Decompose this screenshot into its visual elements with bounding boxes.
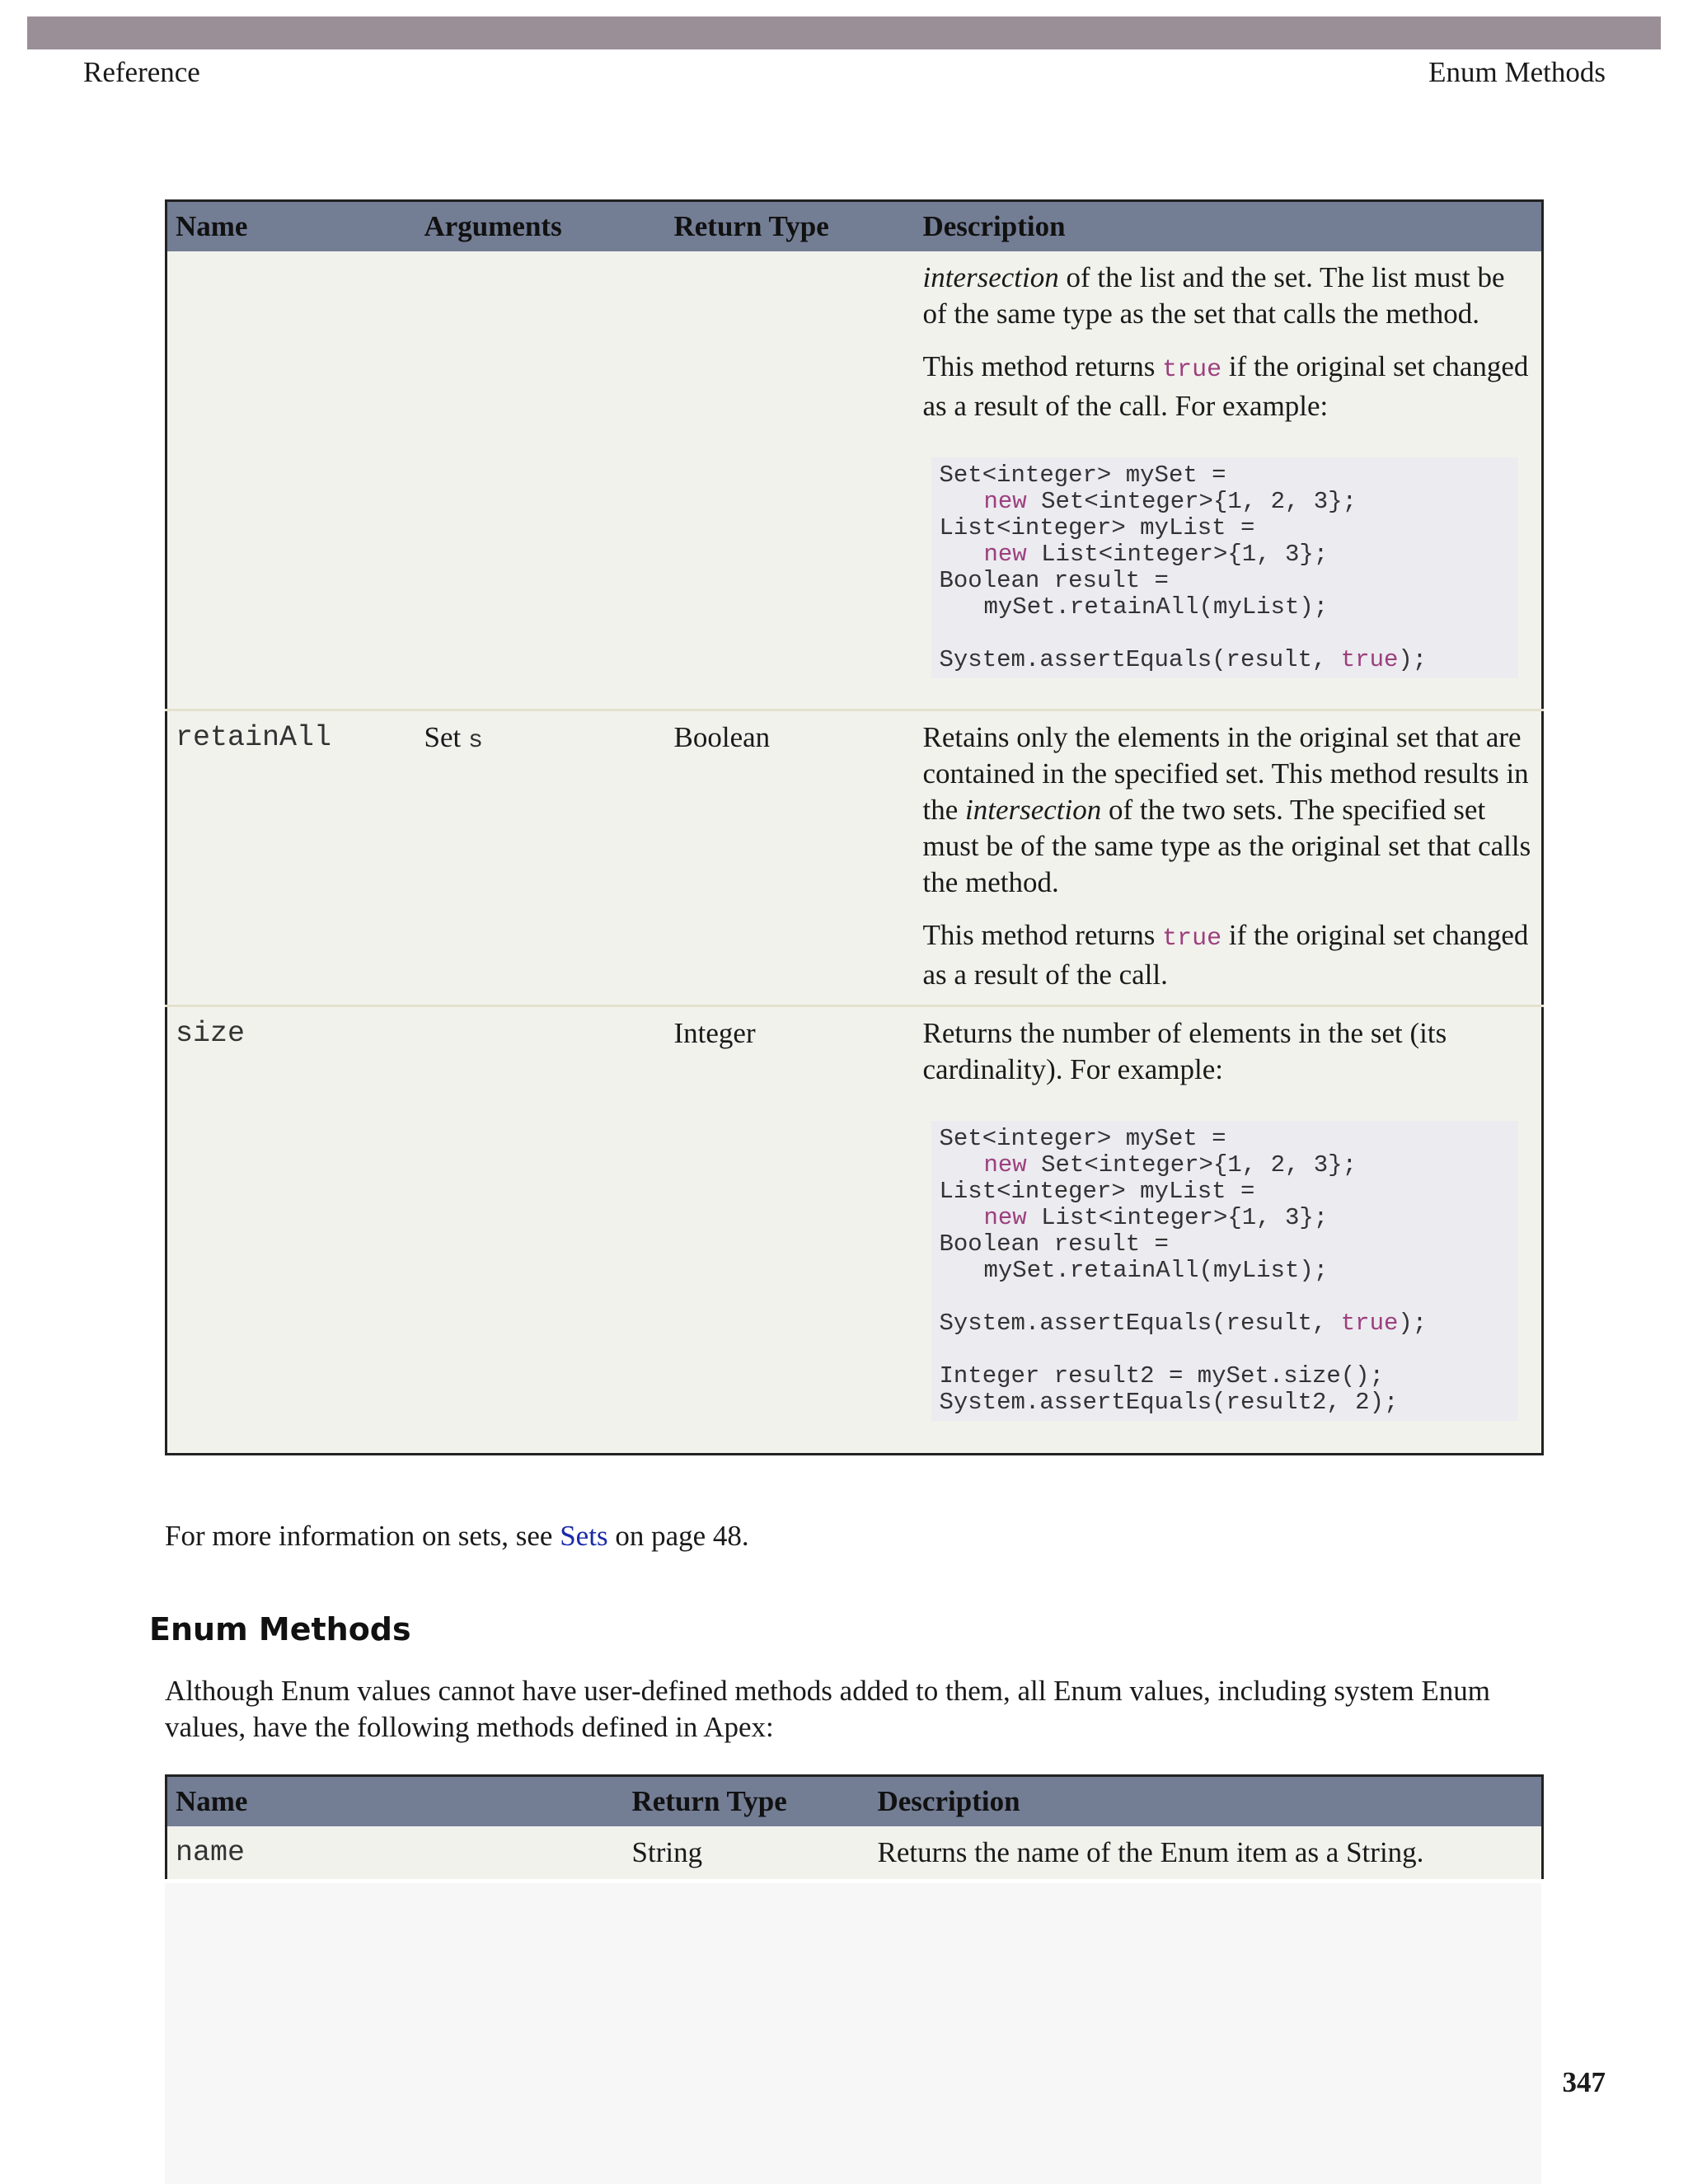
argument-type: Set xyxy=(424,721,468,753)
code-line xyxy=(940,488,1357,515)
code-line xyxy=(940,541,1329,568)
cell-name xyxy=(166,251,416,710)
argument-name: s xyxy=(467,727,483,755)
cell-description xyxy=(915,1006,1543,1455)
code-keyword: new xyxy=(983,488,1027,515)
column-header-description: Description xyxy=(922,210,1066,242)
code-line: Boolean result = xyxy=(939,1230,1169,1258)
table-row xyxy=(166,1826,1543,1879)
description-paragraph xyxy=(923,349,1536,424)
table-row xyxy=(166,1006,1543,1455)
code-text: System.assertEquals(result, xyxy=(939,1310,1341,1337)
set-methods-table xyxy=(165,199,1544,1455)
inline-code: true xyxy=(1162,356,1222,384)
running-header-left: Reference xyxy=(83,56,200,88)
cell-arguments xyxy=(416,710,666,1006)
description-text: of the two sets. The specified set must be of the same type as the original set that calls the method. xyxy=(922,794,1531,898)
code-text: Set<integer>{1, 2, 3}; xyxy=(1026,488,1357,515)
section-title: Enum Methods xyxy=(149,1611,411,1647)
page-shade-region xyxy=(165,1883,1541,2184)
code-line: Boolean result = xyxy=(939,567,1169,594)
code-line: List<integer> myList = xyxy=(939,514,1255,541)
method-name: size xyxy=(166,1006,416,1455)
code-keyword: new xyxy=(983,541,1027,568)
inline-code: true xyxy=(1162,925,1222,953)
code-keyword: new xyxy=(983,1204,1027,1231)
cell-description xyxy=(915,710,1543,1006)
code-line: List<integer> myList = xyxy=(939,1178,1255,1205)
column-header-name: Name xyxy=(176,210,248,242)
method-name: retainAll xyxy=(166,710,416,1006)
description-paragraph xyxy=(923,917,1536,993)
code-line: Set<integer> mySet = xyxy=(939,462,1226,489)
column-header-name: Name xyxy=(176,1785,248,1817)
description-text: Retains only the elements in the original set that are contained in the specified set. This method results in the xyxy=(922,721,1529,826)
column-header-description: Description xyxy=(877,1785,1020,1817)
cell-arguments xyxy=(416,251,666,710)
column-header-return-type: Return Type xyxy=(631,1785,787,1817)
code-text: List<integer>{1, 3}; xyxy=(1026,1204,1329,1231)
description-text: if the original set changed as a result of the call. xyxy=(922,919,1529,991)
more-info-suffix: on page 48. xyxy=(607,1520,749,1552)
page-top-bar xyxy=(27,16,1661,49)
more-info-prefix: For more information on sets, see xyxy=(165,1520,560,1552)
emphasis-term: intersection xyxy=(965,794,1102,826)
return-type: Boolean xyxy=(666,710,915,1006)
code-text: List<integer>{1, 3}; xyxy=(1026,541,1329,568)
code-line: Integer result2 = mySet.size(); xyxy=(939,1362,1384,1390)
section-intro: Although Enum values cannot have user-defined methods added to them, all Enum values, including system Enum values, have the following methods defined in Apex: xyxy=(165,1675,1490,1743)
column-header-arguments: Arguments xyxy=(424,210,562,242)
code-line: mySet.retainAll(myList); xyxy=(983,593,1329,621)
code-example xyxy=(931,457,1519,678)
code-keyword: true xyxy=(1340,1310,1399,1337)
code-text: System.assertEquals(result, xyxy=(939,646,1341,673)
cell-arguments xyxy=(416,1006,666,1455)
description-paragraph xyxy=(923,719,1536,901)
code-line: Set<integer> mySet = xyxy=(939,1125,1226,1152)
method-name: name xyxy=(166,1826,624,1879)
emphasis-term: intersection xyxy=(922,261,1059,293)
code-text: ); xyxy=(1398,1310,1428,1337)
sets-link[interactable]: Sets xyxy=(560,1520,608,1552)
more-info-text xyxy=(165,1518,1550,1554)
code-line: mySet.retainAll(myList); xyxy=(983,1257,1329,1284)
code-keyword: true xyxy=(1340,646,1399,673)
table-row xyxy=(166,710,1543,1006)
cell-description: Returns the name of the Enum item as a String. xyxy=(870,1826,1543,1879)
table-row xyxy=(166,251,1543,710)
code-line xyxy=(940,646,1428,673)
description-text: This method returns xyxy=(922,350,1163,382)
description-paragraph: Returns the number of elements in the set (its cardinality). For example: xyxy=(922,1017,1447,1085)
return-type: Integer xyxy=(666,1006,915,1455)
running-header-right: Enum Methods xyxy=(1428,56,1606,88)
page-number: 347 xyxy=(1562,2066,1606,2098)
cell-return-type xyxy=(666,251,915,710)
code-text: ); xyxy=(1398,646,1428,673)
enum-methods-table xyxy=(165,1774,1544,1879)
code-line xyxy=(940,1151,1357,1179)
description-text: if the original set changed as a result of the call. For example: xyxy=(922,350,1529,422)
cell-description xyxy=(915,251,1543,710)
code-keyword: new xyxy=(983,1151,1027,1179)
code-text: Set<integer>{1, 2, 3}; xyxy=(1026,1151,1357,1179)
description-text: of the list and the set. The list must be of the same type as the set that calls the method. xyxy=(922,261,1505,330)
return-type: String xyxy=(624,1826,870,1879)
description-paragraph xyxy=(923,260,1536,332)
code-example xyxy=(931,1121,1519,1421)
description-text: This method returns xyxy=(922,919,1163,951)
code-line xyxy=(940,1310,1428,1337)
code-line xyxy=(940,1204,1329,1231)
table-header-row xyxy=(166,201,1543,252)
code-line: System.assertEquals(result2, 2); xyxy=(939,1389,1399,1416)
table-header-row xyxy=(166,1776,1543,1827)
column-header-return-type: Return Type xyxy=(673,210,829,242)
